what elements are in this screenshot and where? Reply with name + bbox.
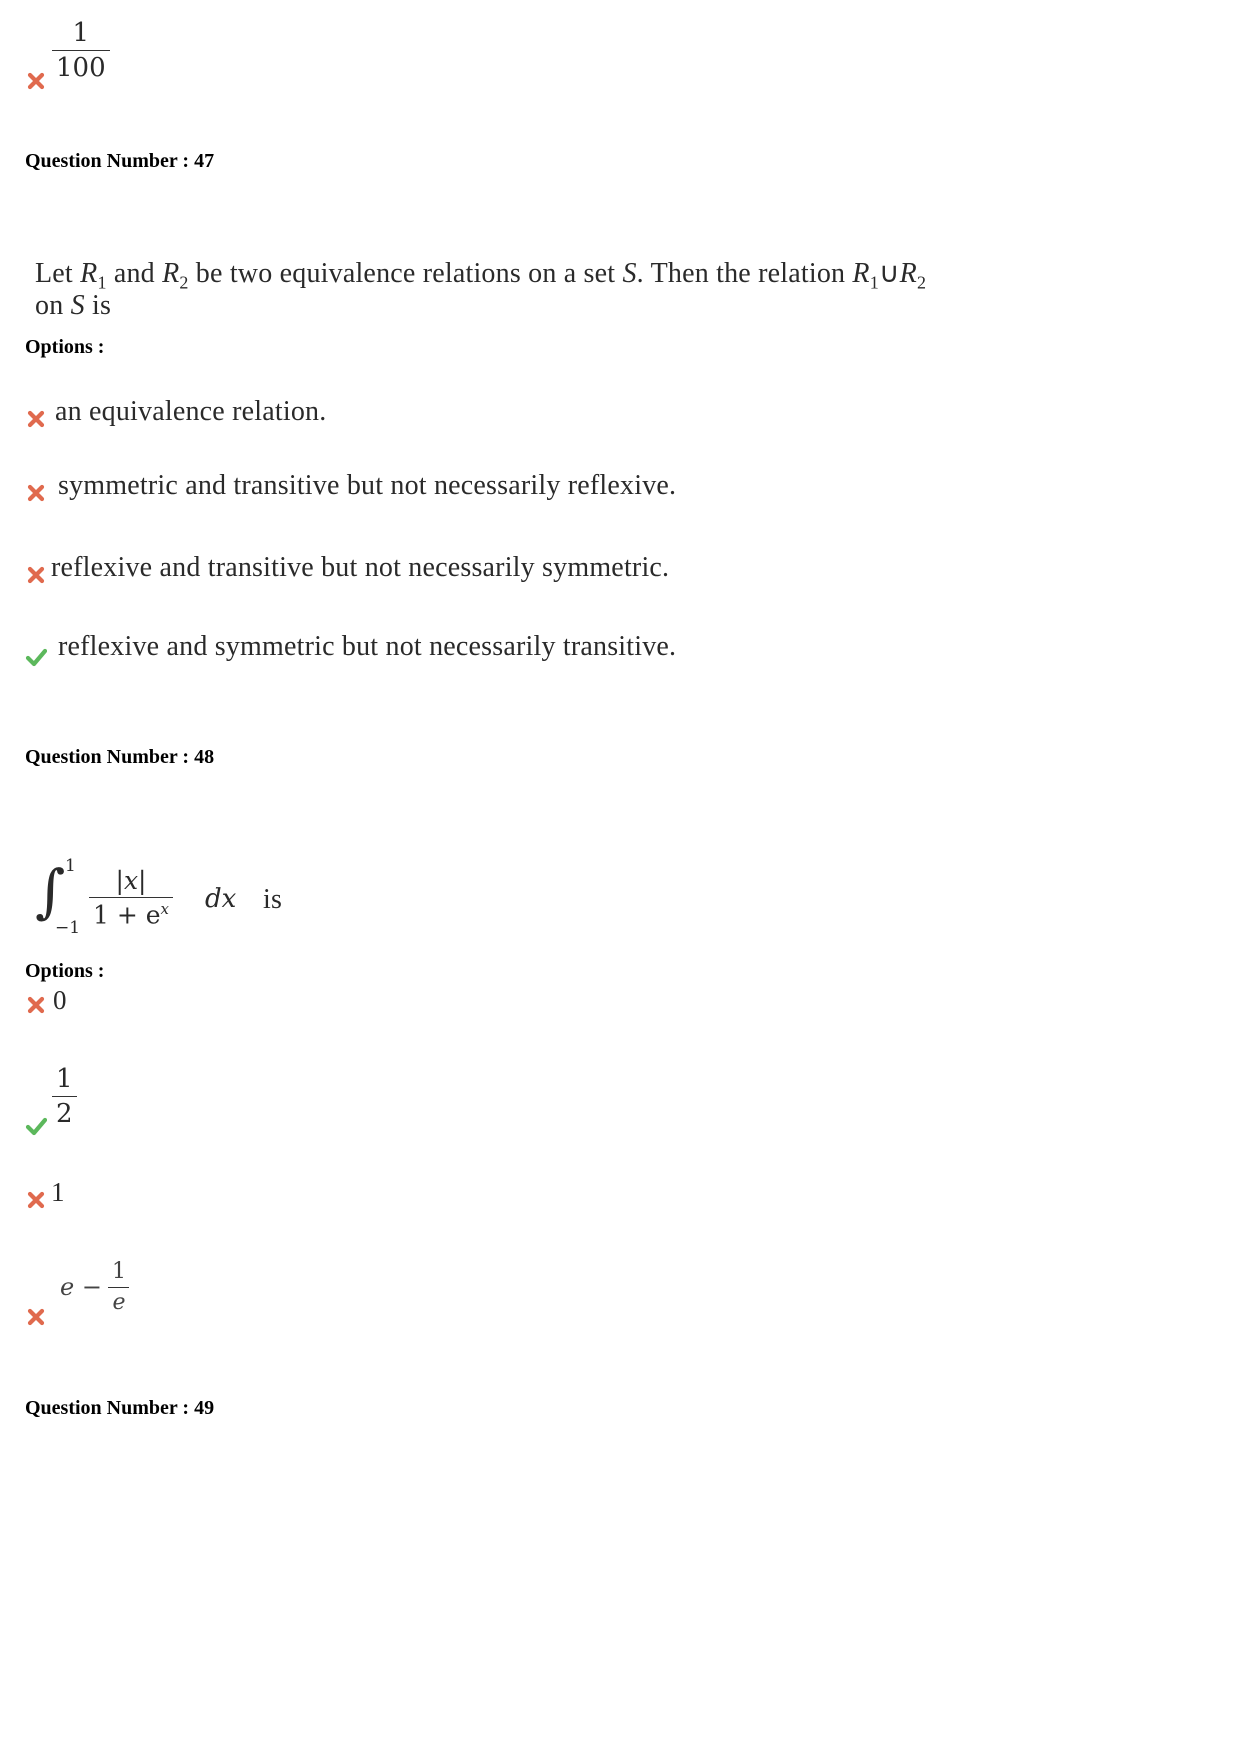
- math-variable: R: [852, 258, 870, 289]
- question-number-48: Question Number : 48: [25, 746, 215, 768]
- wrong-option-icon: [25, 408, 47, 430]
- correct-option-icon: [25, 1115, 47, 1137]
- math-variable: S: [70, 290, 85, 321]
- q48-option-3[interactable]: 1: [51, 1177, 65, 1207]
- integrand-numerator: |x|: [115, 866, 147, 895]
- wrong-option-icon: [25, 482, 47, 504]
- integral-differential: dx: [205, 884, 237, 914]
- denominator-base: 1 + e: [93, 900, 161, 930]
- text-segment: be two equivalence relations on a set: [188, 258, 623, 289]
- fraction-denominator: 100: [52, 50, 110, 81]
- wrong-option-icon: [25, 994, 47, 1016]
- integral-upper-limit: 1: [65, 856, 76, 876]
- wrong-option-icon: [25, 1306, 47, 1328]
- question-number-47: Question Number : 47: [25, 150, 215, 172]
- text-segment: . Then the relation: [636, 258, 853, 289]
- integral-trailing-text: is: [263, 884, 283, 915]
- math-variable: R: [899, 258, 917, 289]
- text-segment: is: [84, 290, 112, 321]
- denominator-exponent: x: [160, 900, 170, 918]
- text-segment: and: [106, 258, 163, 289]
- option-prefix: e −: [60, 1273, 102, 1301]
- wrong-option-icon: [25, 1189, 47, 1211]
- math-subscript: 2: [179, 272, 189, 293]
- fraction-numerator: 1: [72, 18, 90, 48]
- correct-option-icon: [25, 646, 47, 668]
- q47-option-1[interactable]: an equivalence relation.: [55, 396, 327, 427]
- math-subscript: 1: [97, 272, 107, 293]
- options-label-48: Options :: [25, 960, 105, 982]
- q47-option-2[interactable]: symmetric and transitive but not necessarily reflexive.: [58, 470, 677, 501]
- wrong-option-icon: [25, 70, 47, 92]
- q47-option-4[interactable]: reflexive and symmetric but not necessarily transitive.: [58, 631, 677, 662]
- wrong-option-icon: [25, 564, 47, 586]
- question-number-49: Question Number : 49: [25, 1397, 215, 1419]
- math-subscript: 2: [916, 272, 927, 293]
- question-48-integral: [35, 856, 305, 944]
- math-subscript: 1: [869, 272, 879, 293]
- fraction-numerator: 1: [56, 1064, 73, 1094]
- integrand-fraction: [89, 866, 173, 930]
- math-variable: R: [80, 258, 98, 289]
- fraction-denominator: 2: [52, 1096, 77, 1127]
- prev-option-fraction: [52, 20, 110, 81]
- option-fraction: [108, 1258, 130, 1315]
- math-variable: S: [622, 258, 637, 289]
- question-47-text-line2: [35, 290, 111, 322]
- integrand-denominator: [89, 897, 173, 930]
- fraction-numerator: 1: [111, 1258, 126, 1284]
- math-variable: R: [162, 258, 180, 289]
- options-label-47: Options :: [25, 336, 105, 358]
- integral-lower-limit: −1: [55, 918, 81, 938]
- q48-option-1[interactable]: 0: [53, 985, 67, 1015]
- text-segment: on: [35, 290, 71, 321]
- q48-option-4[interactable]: [60, 1254, 130, 1320]
- q47-option-3[interactable]: reflexive and transitive but not necessarily symmetric.: [51, 552, 670, 583]
- integral-sign-icon: ∫: [35, 857, 66, 925]
- question-47-text-line1: [35, 256, 926, 294]
- union-symbol: ∪: [878, 258, 900, 289]
- fraction-denominator: e: [108, 1287, 129, 1314]
- text-segment: Let: [35, 258, 81, 289]
- q48-option-2[interactable]: [52, 1066, 77, 1127]
